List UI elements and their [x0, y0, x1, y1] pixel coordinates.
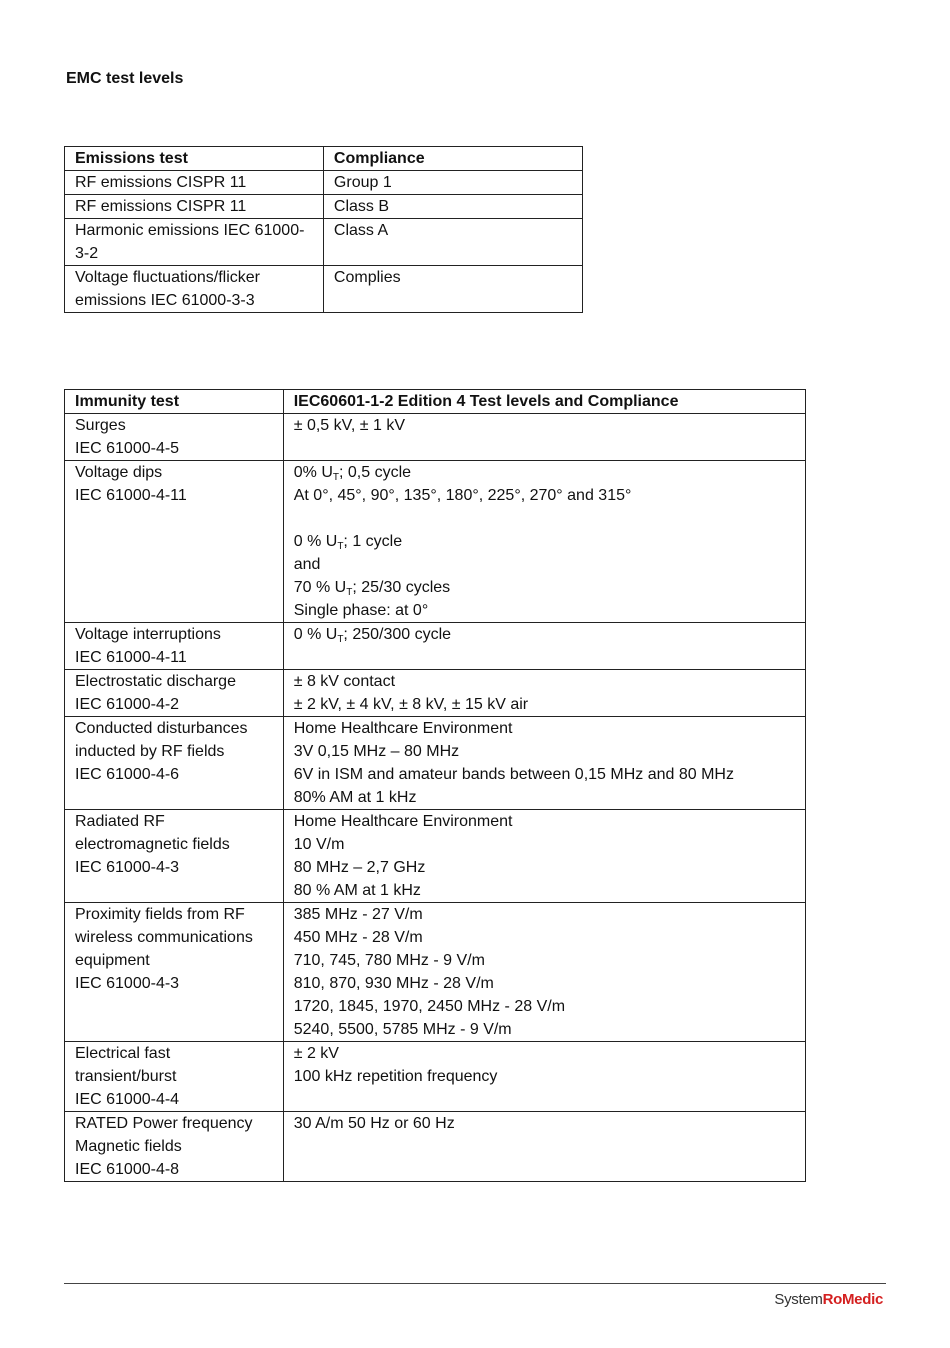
test-levels-cell [283, 717, 805, 810]
footer-divider [64, 1283, 886, 1284]
value-line: Group 1 [333, 174, 392, 191]
test-name-line: Magnetic fields [75, 1138, 182, 1155]
immunity-header-row [65, 390, 806, 414]
test-name-line: 3-2 [75, 245, 99, 262]
test-name-line: Voltage dips [75, 464, 163, 481]
immunity-test-cell [65, 903, 284, 1042]
value-line: 6V in ISM and amateur bands between 0,15 MHz and 80 MHz [293, 766, 734, 783]
emissions-header-test: Emissions test [65, 147, 324, 171]
emissions-row [65, 219, 583, 266]
test-levels-cell [283, 670, 805, 717]
brand-logo [774, 1291, 883, 1308]
immunity-table [64, 389, 806, 1182]
emissions-test-cell [65, 219, 324, 266]
value-line: 3V 0,15 MHz – 80 MHz [293, 743, 460, 760]
emissions-row [65, 266, 583, 313]
compliance-cell [323, 219, 582, 266]
value-line: Class B [333, 198, 390, 215]
test-levels-cell [283, 461, 805, 623]
emissions-test-cell [65, 266, 324, 313]
brand-logo-part2: RoMedic [822, 1291, 883, 1308]
test-name-line: RF emissions CISPR 11 [75, 198, 247, 215]
test-levels-cell [283, 414, 805, 461]
immunity-test-cell [65, 461, 284, 623]
immunity-row [65, 1112, 806, 1182]
value-line: Class A [333, 222, 389, 239]
test-name-line: emissions IEC 61000-3-3 [75, 292, 255, 309]
value-line: At 0°, 45°, 90°, 135°, 180°, 225°, 270° and 315° [293, 487, 632, 504]
emissions-test-cell [65, 171, 324, 195]
value-line: 0 % $U_T$; 250/300 cycle [293, 626, 452, 645]
value-line: 30 A/m 50 Hz or 60 Hz [293, 1115, 455, 1132]
immunity-test-cell [65, 1112, 284, 1182]
immunity-test-cell [65, 670, 284, 717]
test-name-line: Surges [75, 417, 126, 434]
immunity-row [65, 670, 806, 717]
test-levels-cell [283, 1112, 805, 1182]
compliance-cell [323, 266, 582, 313]
immunity-header-levels: IEC60601-1-2 Edition 4 Test levels and Compliance [283, 390, 805, 414]
immunity-row [65, 414, 806, 461]
emissions-header-row [65, 147, 583, 171]
test-name-line: equipment [75, 952, 150, 969]
value-line: 0% $U_T$; 0,5 cycle [293, 464, 412, 483]
test-name-line: Radiated RF [75, 813, 165, 830]
test-name-line: Harmonic emissions IEC 61000- [75, 222, 305, 239]
value-line: 10 V/m [293, 836, 345, 853]
immunity-test-cell [65, 810, 284, 903]
brand-logo-part1: System [774, 1291, 823, 1308]
value-line: 80 MHz – 2,7 GHz [293, 859, 426, 876]
test-name-line: IEC 61000-4-4 [75, 1091, 180, 1108]
test-name-line: IEC 61000-4-3 [75, 975, 180, 992]
test-levels-cell [283, 1042, 805, 1112]
test-name-line: inducted by RF fields [75, 743, 225, 760]
compliance-cell [323, 171, 582, 195]
test-name-line: Proximity fields from RF [75, 906, 245, 923]
test-name-line: Voltage interruptions [75, 626, 221, 643]
test-name-line: IEC 61000-4-3 [75, 859, 180, 876]
immunity-row [65, 810, 806, 903]
value-line: Single phase: at 0° [293, 602, 429, 619]
emissions-table [64, 146, 583, 313]
test-name-line: IEC 61000-4-11 [75, 649, 187, 666]
test-name-line: RATED Power frequency [75, 1115, 253, 1132]
immunity-row [65, 717, 806, 810]
value-line: and [293, 556, 321, 573]
immunity-body [65, 414, 806, 1182]
emissions-test-cell [65, 195, 324, 219]
value-line: 450 MHz - 28 V/m [293, 929, 423, 946]
test-levels-cell [283, 810, 805, 903]
value-line: 80% AM at 1 kHz [293, 789, 417, 806]
value-line: Home Healthcare Environment [293, 720, 513, 737]
test-name-line: RF emissions CISPR 11 [75, 174, 247, 191]
value-line: 70 % $U_T$; 25/30 cycles [293, 579, 451, 598]
test-name-line: IEC 61000-4-2 [75, 696, 180, 713]
emissions-body [65, 171, 583, 313]
blank-line [294, 507, 797, 530]
emissions-row [65, 195, 583, 219]
test-name-line: Electrostatic discharge [75, 673, 236, 690]
value-line: 0 % $U_T$; 1 cycle [293, 533, 403, 552]
test-name-line: IEC 61000-4-8 [75, 1161, 180, 1178]
value-line: 5240, 5500, 5785 MHz - 9 V/m [293, 1021, 512, 1038]
value-line: 1720, 1845, 1970, 2450 MHz - 28 V/m [293, 998, 566, 1015]
immunity-row [65, 1042, 806, 1112]
immunity-test-cell [65, 1042, 284, 1112]
test-levels-cell [283, 623, 805, 670]
value-line: 385 MHz - 27 V/m [293, 906, 423, 923]
test-name-line: electromagnetic fields [75, 836, 230, 853]
immunity-test-cell [65, 717, 284, 810]
value-line: 80 % AM at 1 kHz [293, 882, 421, 899]
value-line: ± 2 kV [293, 1045, 339, 1062]
immunity-test-cell [65, 623, 284, 670]
test-name-line: Voltage fluctuations/flicker [75, 269, 260, 286]
value-line: 710, 745, 780 MHz - 9 V/m [293, 952, 485, 969]
test-name-line: Electrical fast [75, 1045, 171, 1062]
immunity-row [65, 623, 806, 670]
immunity-row [65, 903, 806, 1042]
test-name-line: wireless communications [75, 929, 253, 946]
emissions-header-compliance: Compliance [323, 147, 582, 171]
value-line: Home Healthcare Environment [293, 813, 513, 830]
test-name-line: Conducted disturbances [75, 720, 248, 737]
test-name-line: IEC 61000-4-5 [75, 440, 180, 457]
value-line: Complies [333, 269, 401, 286]
value-line: ± 8 kV contact [293, 673, 396, 690]
immunity-header-test: Immunity test [65, 390, 284, 414]
immunity-row [65, 461, 806, 623]
value-line: 100 kHz repetition frequency [293, 1068, 498, 1085]
test-name-line: transient/burst [75, 1068, 177, 1085]
immunity-test-cell [65, 414, 284, 461]
test-name-line: IEC 61000-4-6 [75, 766, 180, 783]
compliance-cell [323, 195, 582, 219]
value-line: ± 2 kV, ± 4 kV, ± 8 kV, ± 15 kV air [293, 696, 529, 713]
page-heading: EMC test levels [66, 70, 184, 87]
test-levels-cell [283, 903, 805, 1042]
value-line: 810, 870, 930 MHz - 28 V/m [293, 975, 494, 992]
test-name-line: IEC 61000-4-11 [75, 487, 187, 504]
value-line: ± 0,5 kV, ± 1 kV [293, 417, 405, 434]
emissions-row [65, 171, 583, 195]
